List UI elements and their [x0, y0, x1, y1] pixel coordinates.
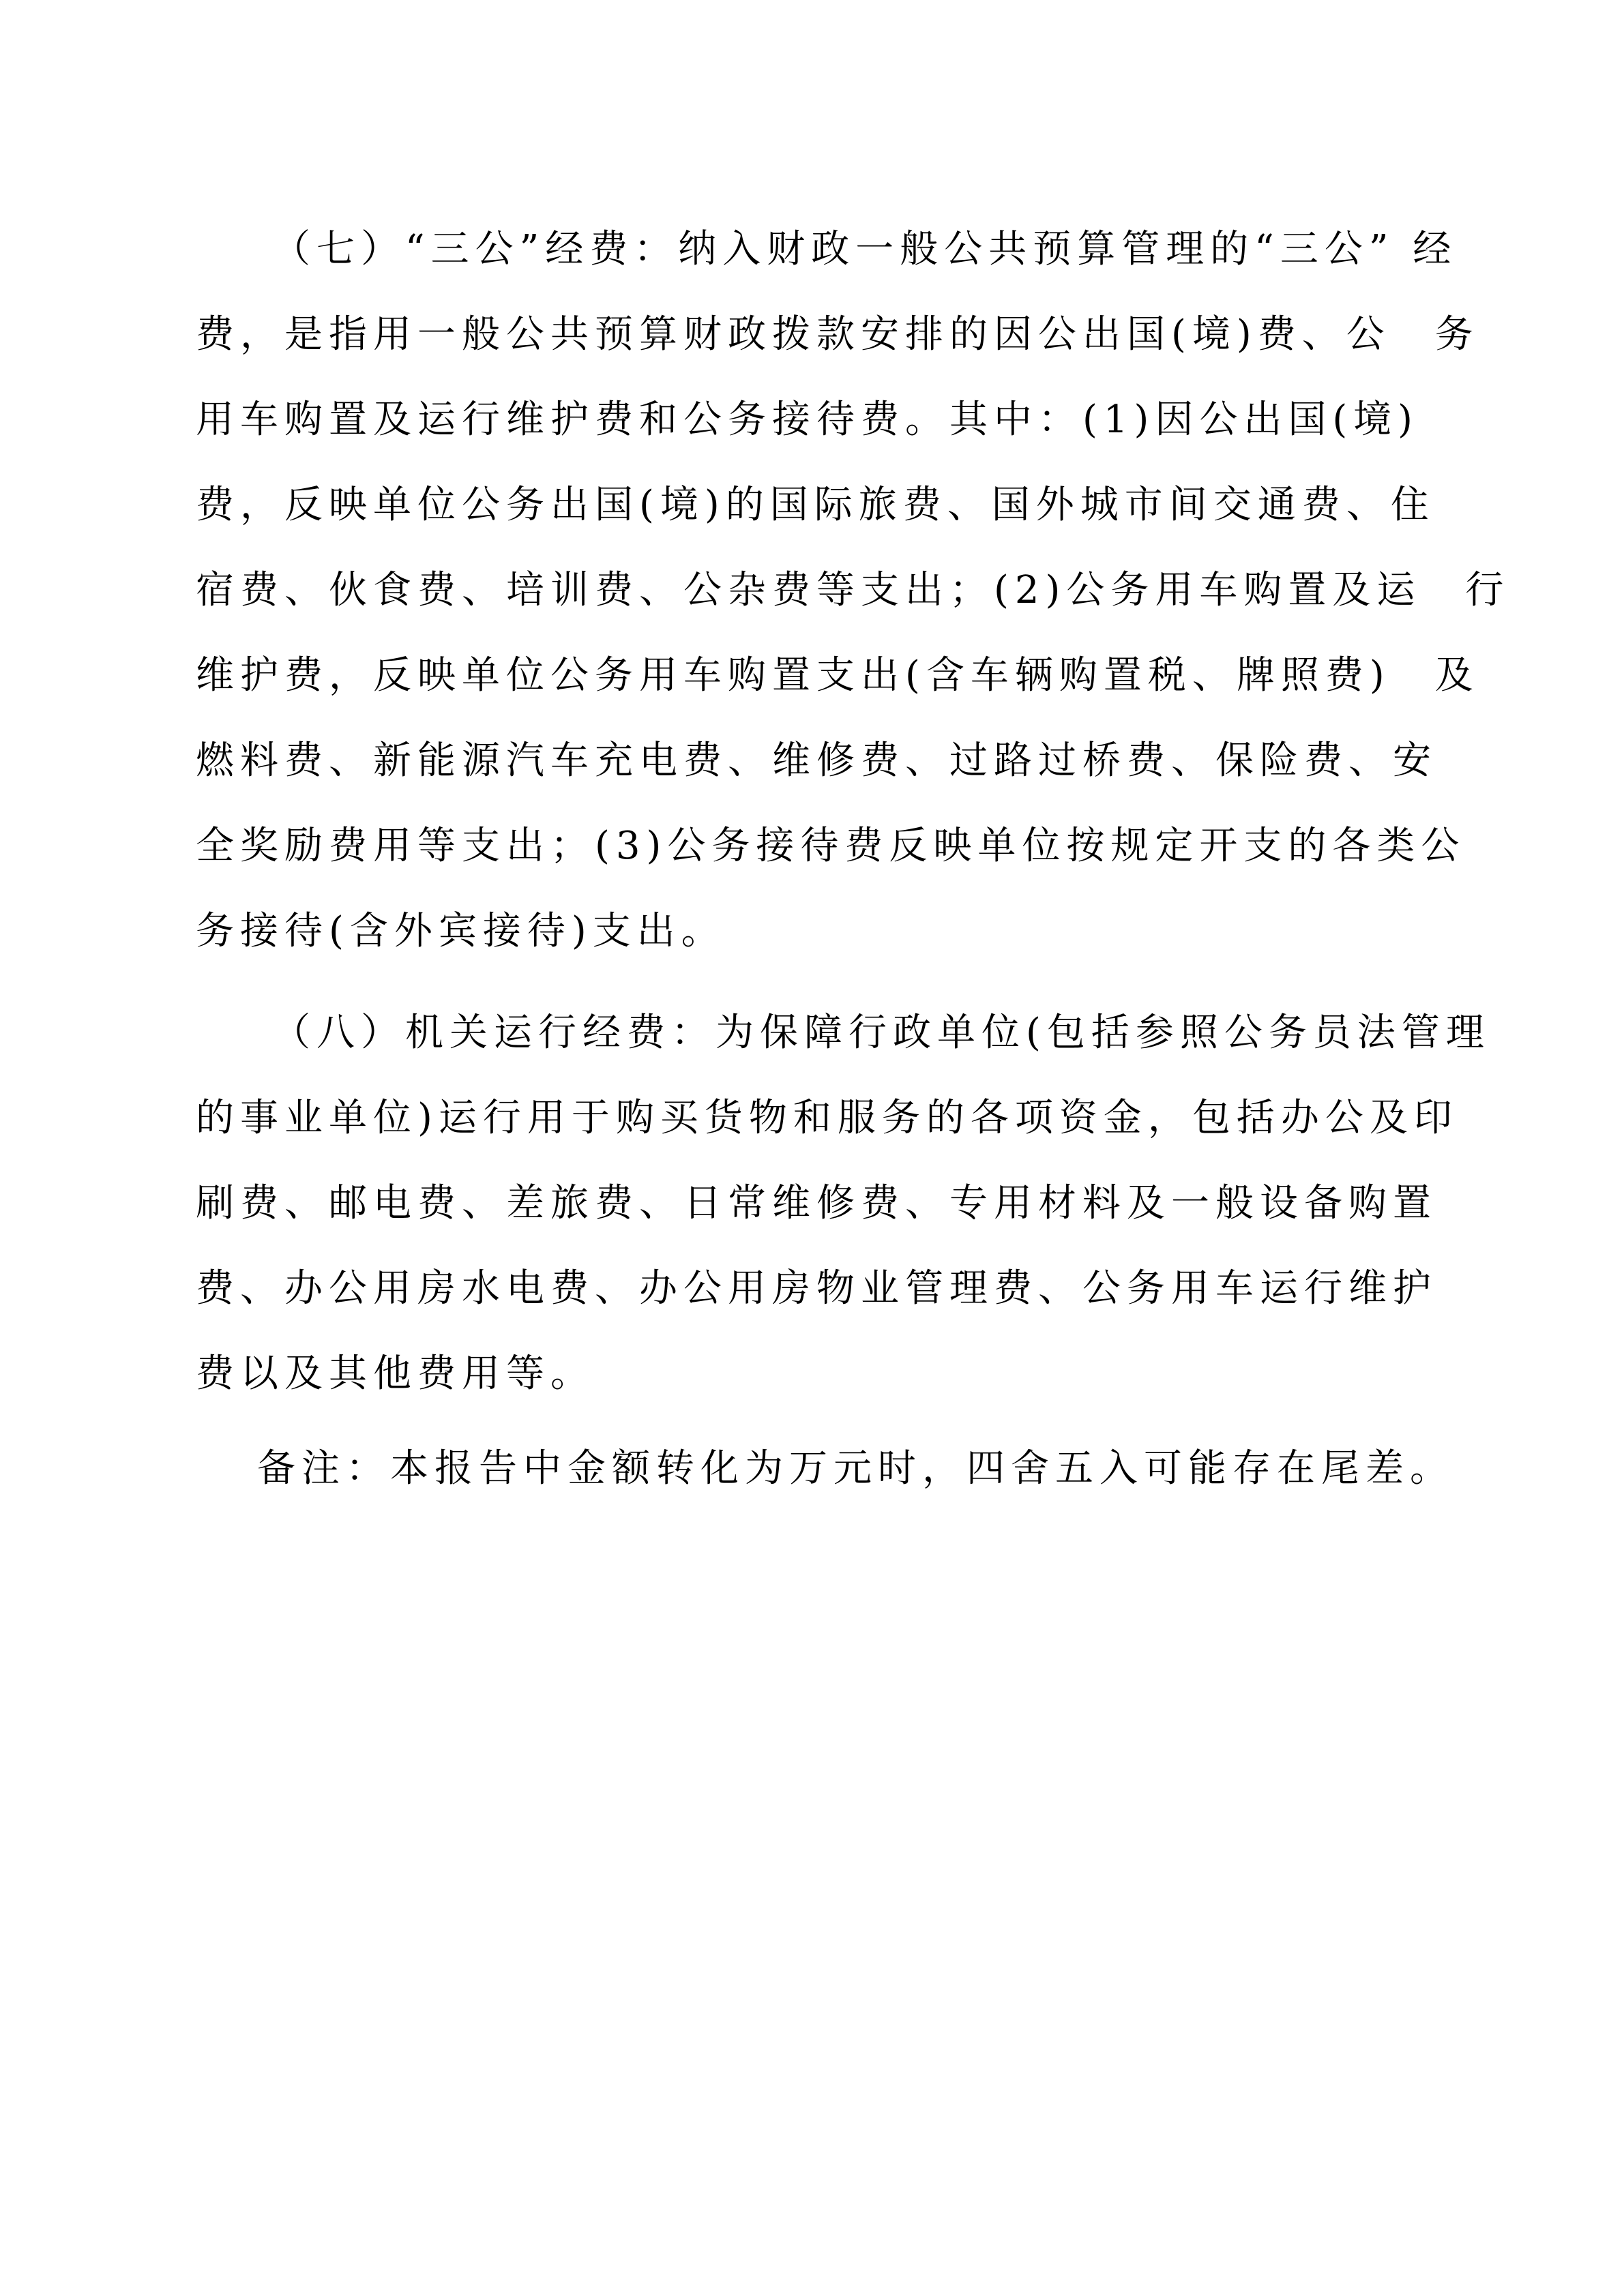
- text-line: 费以及其他费用等。: [196, 1352, 595, 1396]
- document-body: [196, 207, 1510, 1511]
- text-line: 宿费、伙食费、培训费、公杂费等支出；(2)公务用车购置及运 行: [196, 568, 1510, 612]
- text-line: 费、办公用房水电费、办公用房物业管理费、公务用车运行维护: [196, 1266, 1437, 1311]
- text-line: 费，是指用一般公共预算财政拨款安排的因公出国(境)费、公 务: [196, 312, 1479, 357]
- paragraph-gap: [196, 1416, 1430, 1426]
- paragraph-gap: [196, 974, 1430, 990]
- note-paragraph: [196, 1426, 1454, 1511]
- text-line: （七）“三公”经费：纳入财政一般公共预算管理的“三公” 经: [272, 227, 1458, 271]
- paragraph-eight: [196, 990, 1490, 1416]
- text-line: 燃料费、新能源汽车充电费、维修费、过路过桥费、保险费、安: [196, 739, 1437, 783]
- note-text: 备注：本报告中金额转化为万元时，四舍五入可能存在尾差。: [257, 1446, 1454, 1491]
- text-line: 用车购置及运行维护费和公务接待费。其中：(1)因公出国(境): [196, 398, 1419, 442]
- text-line: （八）机关运行经费：为保障行政单位(包括参照公务员法管理: [272, 1011, 1490, 1055]
- text-line: 全奖励费用等支出；(3)公务接待费反映单位按规定开支的各类公: [196, 824, 1466, 868]
- paragraph-seven: [196, 207, 1510, 974]
- text-line: 务接待(含外宾接待)支出。: [196, 909, 726, 953]
- text-line: 维护费，反映单位公务用车购置支出(含车辆购置税、牌照费) 及: [196, 653, 1479, 698]
- text-line: 刷费、邮电费、差旅费、日常维修费、专用材料及一般设备购置: [196, 1181, 1437, 1225]
- text-line: 费，反映单位公务出国(境)的国际旅费、国外城市间交通费、住: [196, 483, 1435, 527]
- text-line: 的事业单位)运行用于购买货物和服务的各项资金，包括办公及印: [196, 1096, 1458, 1140]
